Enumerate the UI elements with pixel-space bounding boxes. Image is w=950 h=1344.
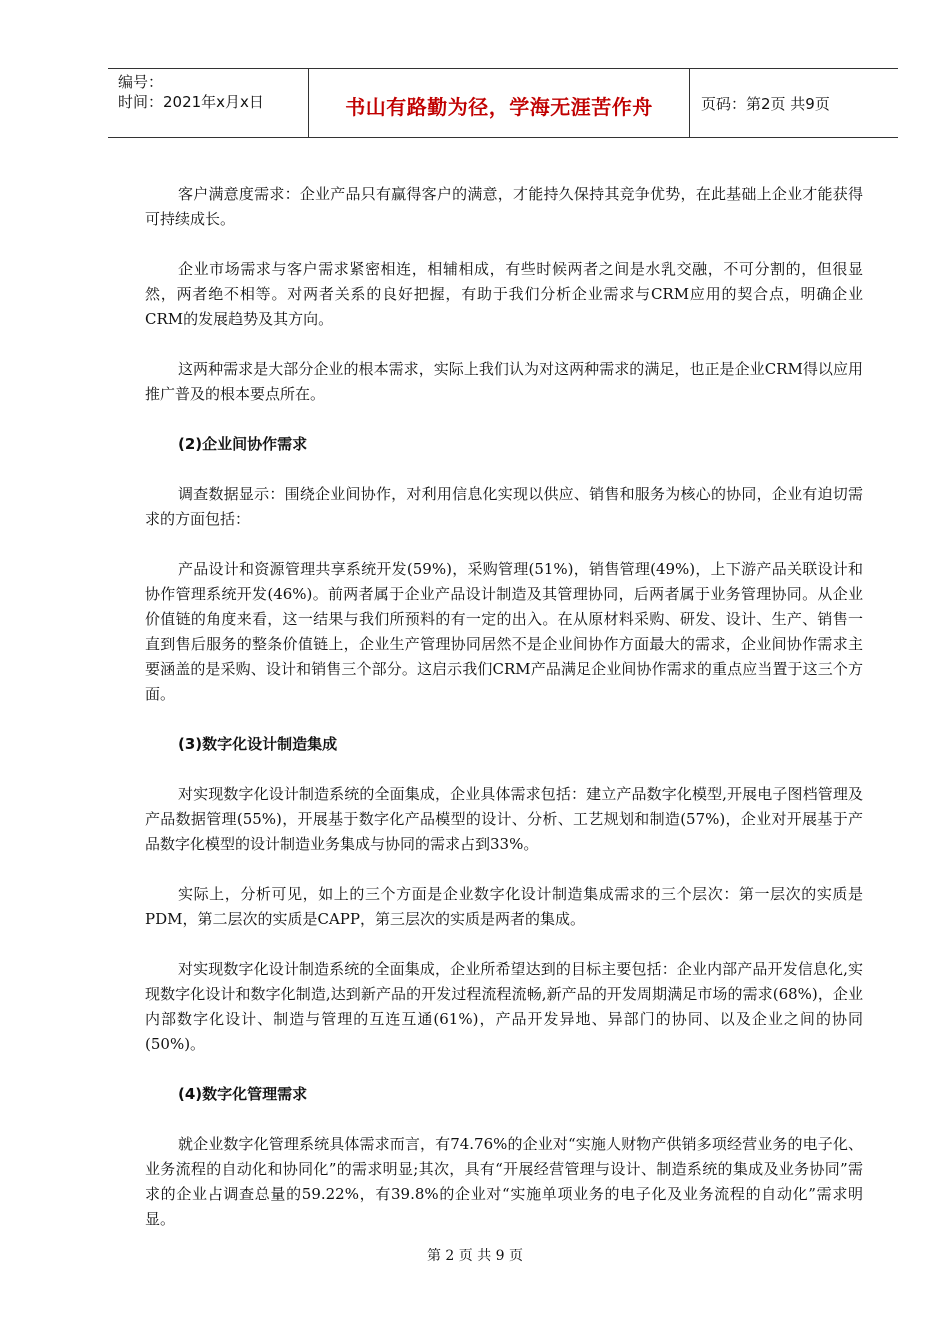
paragraph-collaboration-details: 产品设计和资源管理共享系统开发(59%)，采购管理(51%)，销售管理(49%)，上下游产品关联设计和协作管理系统开发(46%)。前两者属于企业产品设计制造及其管理协同，后两者属于业务管理协同。从企业价值链的角度来看，这一结果与我们所预料的有一定的出入。在从原材料采购、研发、设计、生产、销售一直到售后服务的整条价值链上，企业生产管理协同居然不是企业间协作方面最大的需求，企业间协作需求主要涵盖的是采购、设计和销售三个部分。这启示我们CRM产品满足企业间协作需求的重点应当置于这三个方面。 [145, 560, 863, 703]
section-heading-digital-management: (4)数字化管理需求 [178, 1085, 308, 1103]
document-body [145, 182, 863, 1257]
paragraph-survey-data: 调查数据显示：围绕企业间协作，对利用信息化实现以供应、销售和服务为核心的协同，企业有迫切需求的方面包括： [145, 485, 863, 528]
document-number-label: 编号： [118, 73, 164, 91]
header-page-info: 页码：第2页 共9页 [701, 95, 830, 113]
page-header [108, 68, 898, 138]
paragraph-integration-needs: 对实现数字化设计制造系统的全面集成，企业具体需求包括：建立产品数字化模型,开展电子图档管理及产品数据管理(55%)，开展基于数字化产品模型的设计、分析、工艺规划和制造(57%)，企业对开展基于产品数字化模型的设计制造业务集成与协同的需求占到33%。 [145, 785, 863, 853]
paragraph-fundamental-demand: 这两种需求是大部分企业的根本需求，实际上我们认为对这两种需求的满足，也正是企业CRM得以应用推广普及的根本要点所在。 [145, 360, 863, 403]
header-motto: 书山有路勤为径，学海无涯苦作舟 [345, 95, 653, 119]
paragraph-management-needs: 就企业数字化管理系统具体需求而言，有74.76%的企业对“实施人财物产供销多项经营业务的电子化、业务流程的自动化和协同化”的需求明显;其次，具有“开展经营管理与设计、制造系统的集成及业务协同”需求的企业占调查总量的59.22%，有39.8%的企业对“实施单项业务的电子化及业务流程的自动化”需求明显。 [145, 1135, 863, 1228]
section-heading-digital-design: (3)数字化设计制造集成 [178, 735, 338, 753]
header-page-cell [689, 69, 898, 137]
page-footer: 第 2 页 共 9 页 [426, 1248, 524, 1264]
header-meta-cell [108, 69, 308, 137]
paragraph-market-demand: 企业市场需求与客户需求紧密相连，相辅相成，有些时候两者之间是水乳交融，不可分割的，但很显然，两者绝不相等。对两者关系的良好把握，有助于我们分析企业需求与CRM应用的契合点，明确企业CRM的发展趋势及其方向。 [145, 260, 863, 328]
header-motto-cell [308, 69, 690, 137]
document-time-label: 时间：2021年x月x日 [118, 93, 264, 111]
paragraph-three-levels: 实际上，分析可见，如上的三个方面是企业数字化设计制造集成需求的三个层次：第一层次的实质是PDM，第二层次的实质是CAPP，第三层次的实质是两者的集成。 [145, 885, 863, 928]
paragraph-integration-goals: 对实现数字化设计制造系统的全面集成，企业所希望达到的目标主要包括：企业内部产品开发信息化,实现数字化设计和数字化制造,达到新产品的开发过程流程流畅,新产品的开发周期满足市场的需求(68%)，企业内部数字化设计、制造与管理的互连互通(61%)，产品开发异地、异部门的协同、以及企业之间的协同(50%)。 [145, 960, 863, 1053]
paragraph-customer-satisfaction: 客户满意度需求：企业产品只有赢得客户的满意，才能持久保持其竞争优势，在此基础上企业才能获得可持续成长。 [145, 185, 863, 228]
section-heading-inter-enterprise: (2)企业间协作需求 [178, 435, 308, 453]
